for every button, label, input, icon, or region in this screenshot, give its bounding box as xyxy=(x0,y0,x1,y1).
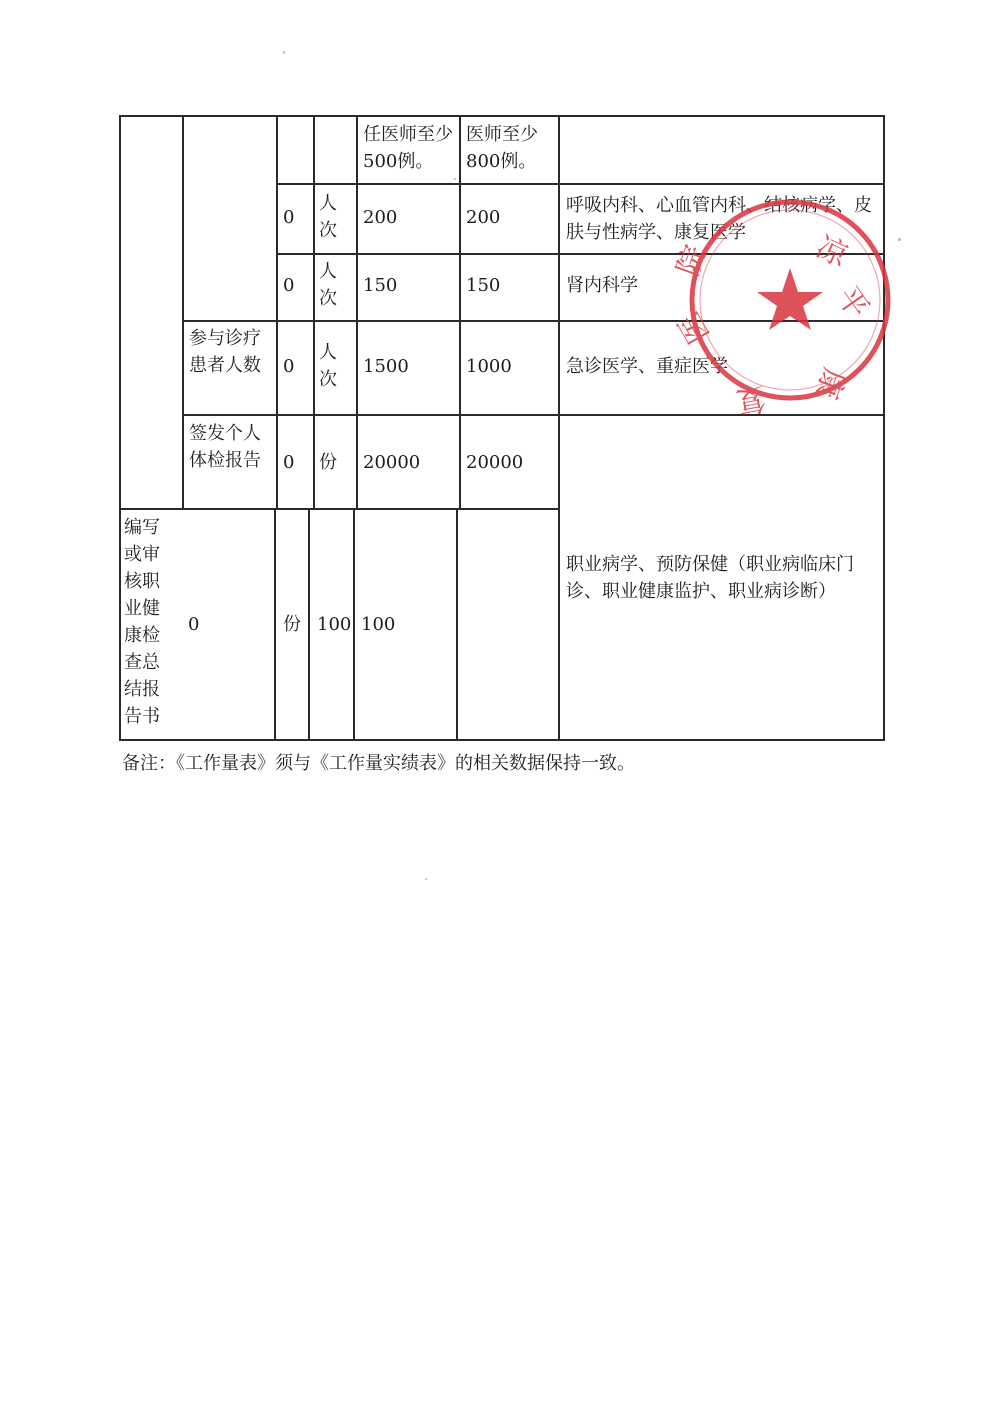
table-cell: 急诊医学、重症医学 xyxy=(566,356,728,377)
seal-character: 院 xyxy=(670,240,714,281)
seal-character: 平 xyxy=(829,280,876,326)
scan-speck xyxy=(283,51,285,54)
table-cell: 100 xyxy=(361,614,396,635)
table-cell: 人次 xyxy=(319,261,337,309)
row-divider xyxy=(119,508,559,510)
table-cell: 肾内科学 xyxy=(566,275,638,296)
seal-character: 凉 xyxy=(810,229,853,274)
table-cell: 签发个人体检报告 xyxy=(189,423,261,471)
seal-star-icon xyxy=(757,268,823,330)
table-cell: 100 xyxy=(317,614,352,635)
table-cell: 编写或审核职业健康检查总结报告书 xyxy=(124,517,160,727)
table-cell: 份 xyxy=(319,452,337,473)
seal-character: 复 xyxy=(733,380,769,420)
table-cell: 0 xyxy=(188,614,200,635)
table-cell: 呼吸内科、心血管内科、结核病学、皮肤与性病学、康复医学 xyxy=(566,195,872,243)
footnote: 备注：《工作量表》须与《工作量实绩表》的相关数据保持一致。 xyxy=(122,753,635,774)
table-border-bottom xyxy=(119,739,884,741)
table-cell: 人次 xyxy=(319,193,337,241)
column-divider xyxy=(456,508,458,741)
table-cell: 任医师至少500例。 xyxy=(363,124,453,172)
table-cell: 医师至少800例。 xyxy=(466,124,538,172)
column-divider xyxy=(313,115,315,510)
column-divider xyxy=(182,115,184,510)
scan-speck xyxy=(454,178,456,180)
table-cell: 200 xyxy=(466,207,501,228)
column-divider xyxy=(274,508,276,741)
table-border-left xyxy=(119,115,121,741)
scan-speck xyxy=(425,878,427,880)
table-cell: 1500 xyxy=(363,356,409,377)
official-seal-stamp xyxy=(670,196,894,420)
table-cell: 20000 xyxy=(363,452,421,473)
seal-character: 医 xyxy=(671,306,717,350)
column-divider xyxy=(276,115,278,510)
table-cell: 150 xyxy=(466,275,501,296)
table-cell: 0 xyxy=(283,275,295,296)
table-cell: 150 xyxy=(363,275,398,296)
seal-character: 康 xyxy=(808,363,852,404)
table-cell: 职业病学、预防保健（职业病临床门诊、职业健康监护、职业病诊断） xyxy=(566,554,854,602)
table-cell: 0 xyxy=(283,452,295,473)
table-cell: 份 xyxy=(283,614,301,635)
column-divider xyxy=(459,115,461,510)
row-divider xyxy=(182,414,884,416)
table-cell: 200 xyxy=(363,207,398,228)
table-cell: 0 xyxy=(283,207,295,228)
column-divider xyxy=(308,508,310,741)
row-divider xyxy=(276,183,884,185)
table-cell: 0 xyxy=(283,356,295,377)
column-divider xyxy=(558,115,560,741)
table-cell: 人次 xyxy=(319,342,337,390)
column-divider xyxy=(353,508,355,741)
column-divider xyxy=(356,115,358,510)
table-cell: 参与诊疗患者人数 xyxy=(189,328,261,376)
scan-speck xyxy=(898,238,901,241)
table-cell: 20000 xyxy=(466,452,524,473)
table-cell: 1000 xyxy=(466,356,512,377)
table-border-top xyxy=(119,115,884,117)
